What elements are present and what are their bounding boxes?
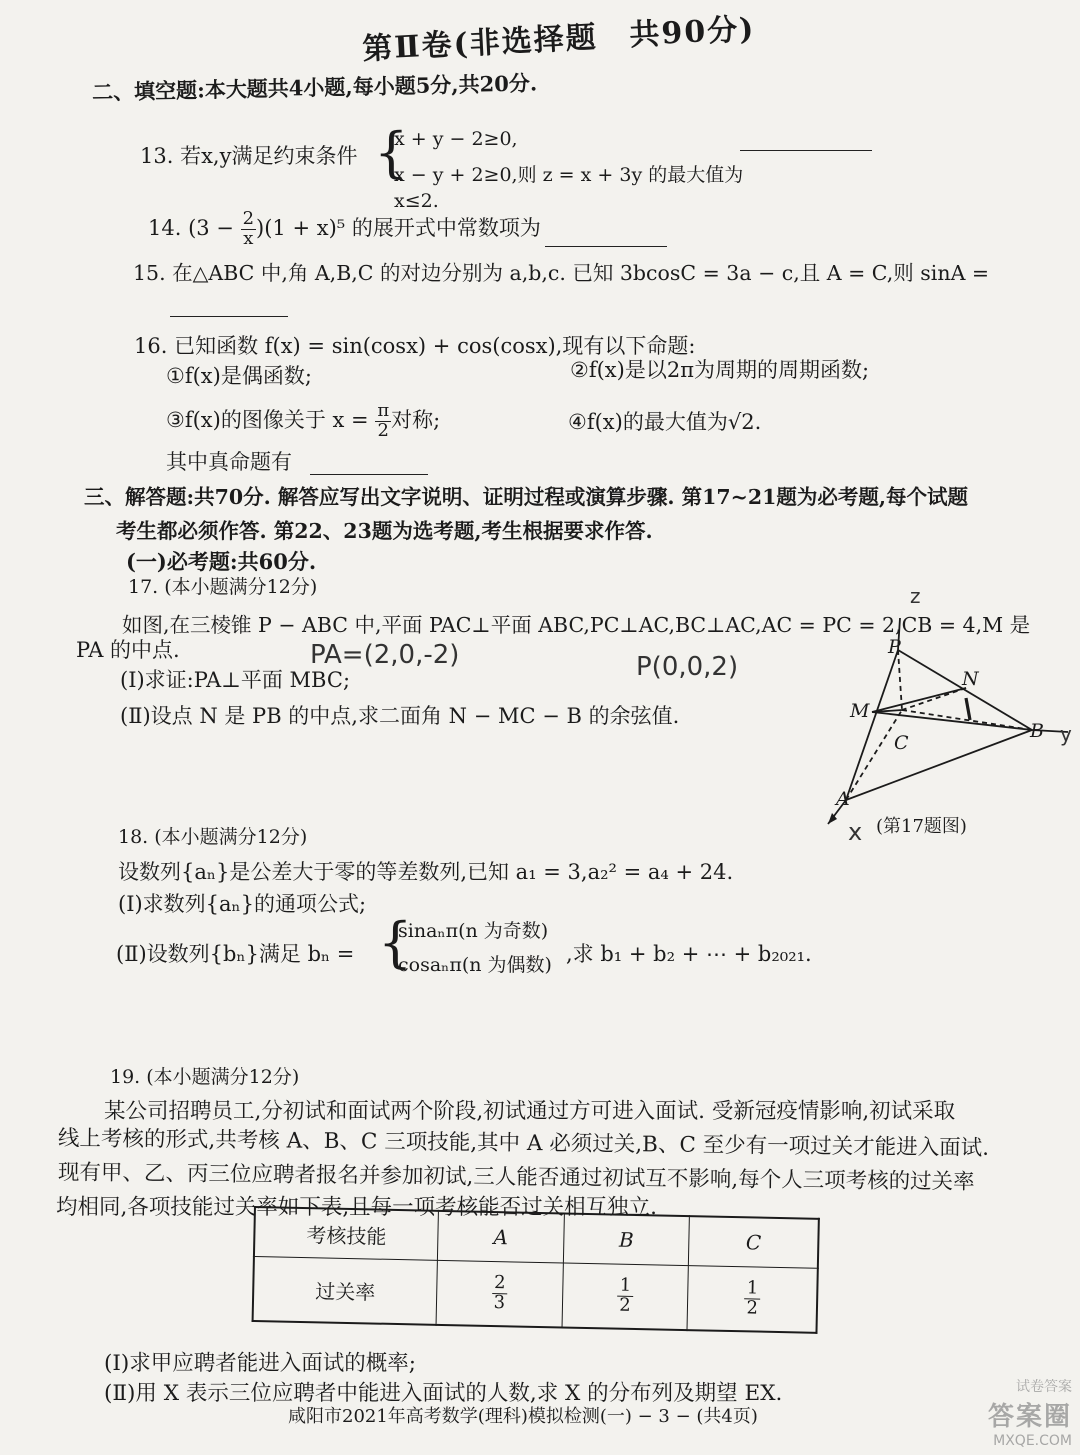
c-num: 1 [745, 1279, 761, 1299]
a-den: 3 [493, 1292, 506, 1314]
q17-handwritten-pa: PA=(2,0,-2) [310, 640, 460, 670]
label-p: P [888, 636, 901, 658]
watermark-logo: 答案圈 [987, 1402, 1072, 1432]
table-header-b: B [563, 1213, 690, 1265]
q14-answer-blank[interactable] [545, 226, 667, 247]
section-heading-solutions: 三、解答题:共70分. 解答应写出文字说明、证明过程或演算步骤. 第17~21题为必考题,每个试题 [84, 485, 969, 509]
q13-constraint-3: x≤2. [394, 190, 439, 212]
q16-p3-fraction [375, 402, 391, 441]
a-num: 2 [492, 1274, 508, 1294]
section-heading-fill-in: 二、填空题:本大题共4小题,每小题5分,共20分. [91, 70, 538, 105]
q17-heading: 17. (本小题满分12分) [128, 576, 318, 598]
table-header-skill: 考核技能 [254, 1207, 438, 1260]
label-b: B [1030, 720, 1044, 742]
q16-ask: 其中真命题有 [166, 450, 292, 474]
q19-heading: 19. (本小题满分12分) [110, 1066, 300, 1088]
q18-part-2-post: ,求 b₁ + b₂ + ⋯ + b₂₀₂₁. [566, 942, 812, 966]
label-m: M [850, 700, 870, 722]
q16-proposition-3 [166, 402, 440, 441]
q17-part-1: (Ⅰ)求证:PA⊥平面 MBC; [120, 668, 351, 692]
q17-figure-caption: (第17题图) [876, 816, 967, 837]
edge-nc [902, 688, 966, 710]
q17-line-1: 如图,在三棱锥 P − ABC 中,平面 PAC⊥平面 ABC,PC⊥AC,BC⊥AC,AC = PC = 2,CB = 4,M 是 [122, 613, 1031, 637]
q16-p3-pre: ③f(x)的图像关于 x = [166, 407, 369, 432]
q19-part-2: (Ⅱ)用 X 表示三位应聘者中能进入面试的人数,求 X 的分布列及期望 EX. [104, 1381, 783, 1406]
q15-answer-blank[interactable] [170, 296, 288, 317]
question-15: 15. 在△ABC 中,角 A,B,C 的对边分别为 a,b,c. 已知 3bcosC = 3a − c,且 A = C,则 sinA = [133, 261, 990, 285]
q16-p3-num: π [377, 400, 390, 421]
q14-fraction [241, 210, 256, 249]
q18-heading: 18. (本小题满分12分) [118, 826, 308, 848]
watermark-url: MXQE.COM [993, 1433, 1072, 1449]
q18-brace: { [378, 911, 413, 974]
q18-part-1: (Ⅰ)求数列{aₙ}的通项公式; [118, 892, 367, 916]
b-den: 2 [619, 1294, 631, 1316]
edge-ab [846, 730, 1032, 800]
label-x-axis: x [848, 818, 863, 846]
required-heading: (一)必考题:共60分. [126, 549, 317, 574]
q13-constraint-1: x + y − 2≥0, [394, 128, 518, 150]
q19-line-1: 某公司招聘员工,分初试和面试两个阶段,初试通过方可进入面试. 受新冠疫情影响,初试采取 [104, 1099, 956, 1124]
question-14 [148, 210, 541, 249]
q16-proposition-2: ②f(x)是以2π为周期的周期函数; [570, 358, 870, 382]
q18-line-1: 设数列{aₙ}是公差大于零的等差数列,已知 a₁ = 3,a₂² = a₄ + 24. [118, 860, 734, 884]
q16-p3-den: 2 [377, 419, 389, 441]
page-footer: 咸阳市2021年高考数学(理科)模拟检测(一) − 3 − (共4页) [288, 1406, 758, 1427]
q14-den: x [243, 227, 254, 249]
table-cell-b [562, 1263, 689, 1330]
q17-part-2: (Ⅱ)设点 N 是 PB 的中点,求二面角 N − MC − B 的余弦值. [120, 704, 680, 728]
q14-num: 2 [242, 208, 255, 229]
watermark-tag: 试卷答案 [1016, 1379, 1072, 1395]
pass-rate-table [252, 1206, 820, 1334]
q17-handwritten-p: P(0,0,2) [636, 652, 739, 682]
label-a: A [836, 788, 850, 810]
label-y-axis: y [1060, 722, 1072, 746]
watermark [988, 1376, 1072, 1449]
edge-mn [872, 688, 966, 712]
q19-line-3: 现有甲、乙、丙三位应聘者报名并参加初试,三人能否通过初试互不影响,每个人三项考核的过关率 [57, 1160, 975, 1195]
page-title: 第Ⅱ卷(非选择题 共90分) [361, 11, 757, 68]
edge-ac [846, 710, 902, 800]
label-z-axis: z [910, 584, 921, 608]
q18-case-1: sinaₙπ(n 为奇数) [398, 920, 549, 942]
q14-tail: )(1 + x)⁵ 的展开式中常数项为 [256, 215, 541, 240]
q13-constraint-2-text: x − y + 2≥0, [394, 164, 518, 186]
q19-part-1: (Ⅰ)求甲应聘者能进入面试的概率; [104, 1351, 417, 1376]
q13-answer-blank[interactable] [740, 130, 872, 151]
label-n: N [962, 668, 979, 690]
section-heading-solutions-2: 考生都必须作答. 第22、23题为选考题,考生根据要求作答. [116, 519, 653, 543]
q18-case-2: cosaₙπ(n 为偶数) [398, 954, 552, 976]
n-mark [966, 698, 970, 720]
edge-pc [898, 650, 902, 710]
q13-brace: { [374, 121, 409, 184]
question-13-prefix: 13. 若x,y满足约束条件 [140, 144, 358, 168]
label-c: C [894, 732, 909, 754]
table-row-label: 过关率 [253, 1257, 438, 1325]
question-16-stem: 16. 已知函数 f(x) = sin(cosx) + cos(cosx),现有以下命题: [134, 334, 696, 358]
table-cell-c [687, 1266, 817, 1333]
c-den: 2 [746, 1297, 759, 1319]
q18-part-2-pre: (Ⅱ)设数列{bₙ}满足 bₙ = [116, 942, 355, 966]
q14-prefix: 14. (3 − [148, 215, 234, 240]
q13-constraint-2 [394, 160, 743, 187]
q16-p3-post: 对称; [391, 407, 441, 432]
table-header-a: A [437, 1211, 564, 1263]
q16-proposition-1: ①f(x)是偶函数; [166, 364, 312, 388]
q19-line-4: 均相同,各项技能过关率如下表,且每一项考核能否过关相互独立. [56, 1195, 658, 1220]
q16-answer-blank[interactable] [310, 454, 428, 475]
edge-pa [846, 650, 898, 800]
table-row [253, 1257, 818, 1333]
table-header-c: C [689, 1216, 819, 1268]
q17-line-2: PA 的中点. [76, 638, 180, 662]
q19-line-2: 线上考核的形式,共考核 A、B、C 三项技能,其中 A 必须过关,B、C 至少有一项过关才能进入面试. [57, 1126, 990, 1161]
b-num: 1 [617, 1277, 633, 1297]
table-cell-a [436, 1260, 563, 1327]
q13-ask-text: 则 z = x + 3y 的最大值为 [517, 164, 744, 186]
q16-proposition-4: ④f(x)的最大值为√2. [568, 410, 762, 434]
